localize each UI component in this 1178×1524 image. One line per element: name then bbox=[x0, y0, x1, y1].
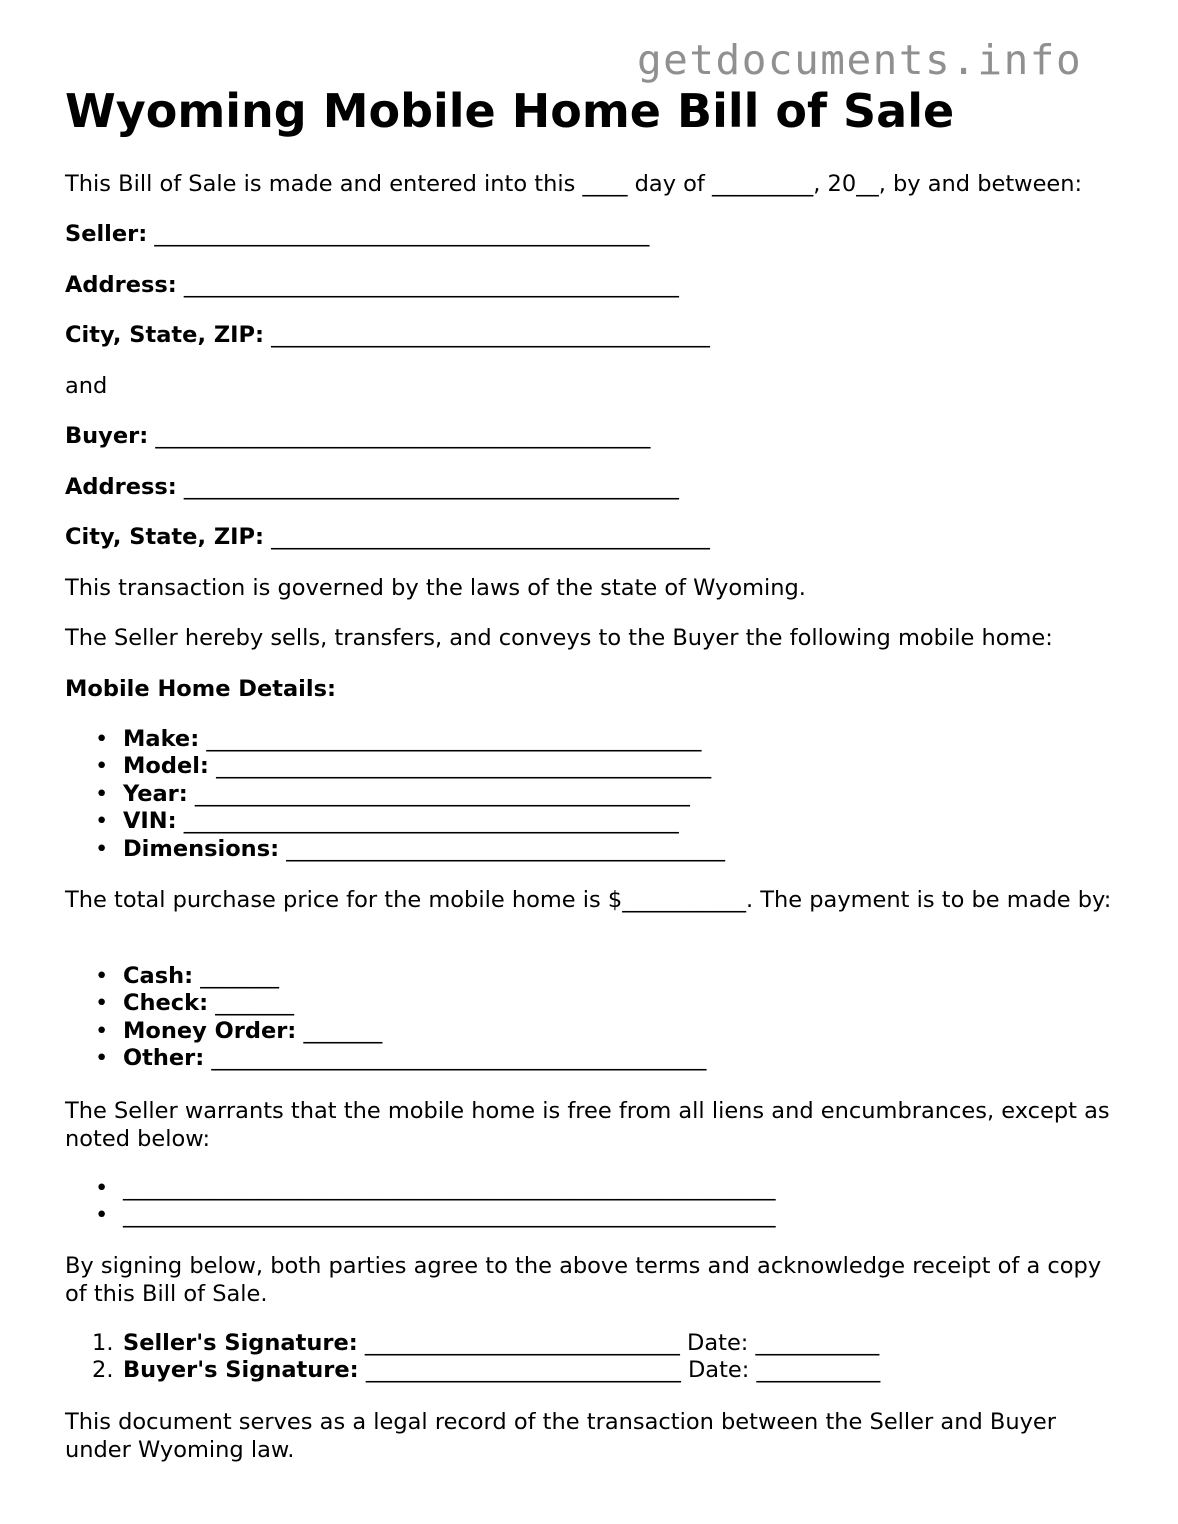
detail-model-blank: ____________________________________________ bbox=[216, 753, 712, 780]
seller-address-blank: ____________________________________________ bbox=[183, 272, 679, 298]
detail-make-blank: ____________________________________________ bbox=[206, 726, 702, 752]
seller-csz-line bbox=[65, 321, 710, 349]
payment-cash-blank: _______ bbox=[200, 963, 280, 989]
closing-paragraph: This document serves as a legal record of the transaction between the Seller and Buyer under Wyoming law. bbox=[65, 1409, 1056, 1463]
page-title: Wyoming Mobile Home Bill of Sale bbox=[65, 84, 955, 138]
signing-paragraph: By signing below, both parties agree to the above terms and acknowledge receipt of a copy of this Bill of Sale. bbox=[65, 1253, 1102, 1307]
signature-number: 2. bbox=[92, 1357, 114, 1384]
seller-date-blank: ___________ bbox=[755, 1330, 880, 1356]
liens-paragraph: The Seller warrants that the mobile home is free from all liens and encumbrances, except as noted below: bbox=[65, 1098, 1110, 1152]
buyer-csz-blank: _______________________________________ bbox=[271, 524, 710, 550]
buyer-address-line bbox=[65, 473, 679, 501]
details-heading-text: Mobile Home Details: bbox=[65, 676, 336, 702]
seller-signature-blank: ____________________________ bbox=[364, 1330, 680, 1356]
list-item bbox=[65, 1330, 880, 1357]
liens-list bbox=[65, 1175, 776, 1230]
buyer-csz-label: City, State, ZIP: bbox=[65, 524, 264, 550]
payment-other-label: Other: bbox=[123, 1045, 205, 1072]
conveys-paragraph: The Seller hereby sells, transfers, and conveys to the Buyer the following mobile home: bbox=[65, 625, 1053, 651]
and-text: and bbox=[65, 373, 108, 399]
payment-money-order-label: Money Order: bbox=[123, 1017, 297, 1044]
list-item bbox=[65, 1018, 706, 1045]
seller-name-label: Seller: bbox=[65, 221, 148, 247]
governed-paragraph: This transaction is governed by the laws of the state of Wyoming. bbox=[65, 575, 806, 601]
intro-paragraph: This Bill of Sale is made and entered into this ____ day of _________, 20__, by and between: bbox=[65, 171, 1083, 197]
payment-money-order-blank: _______ bbox=[303, 1017, 383, 1044]
detail-dimensions-blank: _______________________________________ bbox=[286, 835, 725, 862]
list-item bbox=[65, 753, 725, 780]
list-item bbox=[65, 808, 725, 835]
buyer-name-label: Buyer: bbox=[65, 423, 149, 449]
payment-check-label: Check: bbox=[123, 990, 209, 1017]
details-list bbox=[65, 726, 725, 863]
detail-dimensions-label: Dimensions: bbox=[123, 835, 280, 862]
price-paragraph: The total purchase price for the mobile home is $___________. The payment is to be made by: bbox=[65, 887, 1112, 913]
buyer-date-blank: ___________ bbox=[756, 1357, 881, 1384]
signatures-list bbox=[65, 1330, 880, 1385]
buyer-address-blank: ____________________________________________ bbox=[183, 474, 679, 500]
payment-list bbox=[65, 963, 706, 1073]
watermark: getdocuments.info bbox=[637, 36, 1083, 84]
signature-number: 1. bbox=[92, 1330, 114, 1356]
payment-other-blank: ____________________________________________ bbox=[211, 1045, 707, 1072]
buyer-signature-label: Buyer's Signature: bbox=[123, 1357, 359, 1384]
seller-signature-label: Seller's Signature: bbox=[123, 1330, 358, 1356]
seller-address-label: Address: bbox=[65, 272, 177, 298]
lien-blank: __________________________________________________________ bbox=[123, 1202, 776, 1229]
payment-check-blank: _______ bbox=[215, 990, 294, 1017]
seller-name-blank: ____________________________________________ bbox=[154, 221, 650, 247]
detail-make-label: Make: bbox=[123, 726, 200, 752]
seller-date-label: Date: bbox=[687, 1330, 749, 1356]
buyer-date-label: Date: bbox=[687, 1357, 750, 1384]
list-item bbox=[65, 781, 725, 808]
list-item bbox=[65, 726, 725, 753]
seller-address-line bbox=[65, 271, 679, 299]
detail-vin-blank: ____________________________________________ bbox=[183, 808, 679, 835]
list-item bbox=[65, 990, 706, 1017]
detail-vin-label: VIN: bbox=[123, 808, 177, 835]
seller-csz-label: City, State, ZIP: bbox=[65, 322, 264, 348]
list-item bbox=[65, 1175, 776, 1202]
detail-model-label: Model: bbox=[123, 753, 209, 780]
buyer-csz-line bbox=[65, 523, 710, 551]
list-item bbox=[65, 1202, 776, 1229]
buyer-name-line bbox=[65, 422, 650, 450]
buyer-signature-blank: ____________________________ bbox=[365, 1357, 681, 1384]
list-item bbox=[65, 1045, 706, 1072]
lien-blank: __________________________________________________________ bbox=[123, 1175, 776, 1201]
seller-csz-blank: _______________________________________ bbox=[271, 322, 710, 348]
detail-year-label: Year: bbox=[123, 780, 188, 807]
seller-name-line bbox=[65, 220, 649, 248]
list-item bbox=[65, 1357, 880, 1384]
buyer-name-blank: ____________________________________________ bbox=[155, 423, 651, 449]
list-item bbox=[65, 963, 706, 990]
payment-cash-label: Cash: bbox=[123, 963, 194, 989]
details-heading bbox=[65, 675, 336, 703]
list-item bbox=[65, 836, 725, 863]
buyer-address-label: Address: bbox=[65, 474, 177, 500]
detail-year-blank: ____________________________________________ bbox=[194, 780, 690, 807]
